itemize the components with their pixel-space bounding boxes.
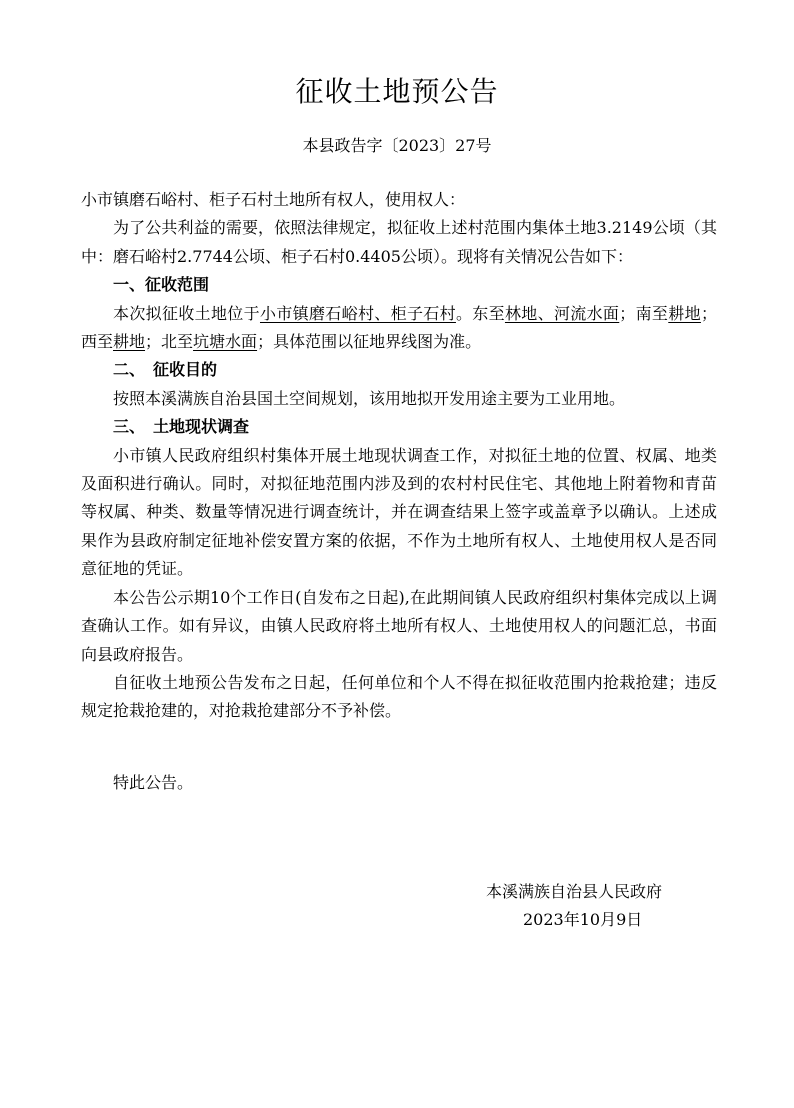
signature-block bbox=[486, 878, 662, 934]
scope-west: 耕地 bbox=[113, 332, 146, 352]
scope-text-a: 本次拟征收土地位于 bbox=[113, 303, 260, 323]
scope-location: 小市镇磨石峪村、柜子石村 bbox=[259, 303, 456, 323]
issue-date: 2023年10月9日 bbox=[523, 910, 643, 929]
section-heading-scope: 一、征收范围 bbox=[113, 275, 210, 295]
document-title: 征收土地预公告 bbox=[295, 75, 499, 108]
purpose-paragraph: 按照本溪满族自治县国土空间规划，该用地拟开发用途主要为工业用地。 bbox=[113, 388, 626, 408]
scope-text-c: ；南至 bbox=[619, 303, 669, 323]
scope-paragraph bbox=[81, 300, 717, 357]
scope-text-b: 。东至 bbox=[455, 303, 505, 323]
scope-text-f: ；具体范围以征地界线图为准。 bbox=[257, 332, 482, 352]
document-number: 本县政告字〔2023〕27号 bbox=[302, 136, 492, 155]
scope-east: 林地、河流水面 bbox=[504, 303, 620, 323]
scope-text-e: ；北至 bbox=[145, 332, 194, 352]
scope-text-d: ；西至 bbox=[81, 303, 717, 352]
scope-north: 坑塘水面 bbox=[193, 332, 258, 352]
scope-south: 耕地 bbox=[668, 303, 701, 323]
survey-paragraph: 小市镇人民政府组织村集体开展土地现状调查工作，对拟征土地的位置、权属、地类及面积进行确认。同时，对拟征地范围内涉及到的农村村民住宅、其他地上附着物和青苗等权属、种类、数量等情况进行调查统计，并在调查结果上签字或盖章予以确认。上述成果作为县政府制定征地补偿安置方案的依据，不作为土地所有权人、土地使用权人是否同意征地的凭证。 bbox=[81, 445, 717, 579]
closing-remark: 特此公告。 bbox=[113, 773, 194, 792]
notice-body bbox=[81, 186, 717, 726]
section-heading-survey: 三、 土地现状调查 bbox=[113, 417, 250, 437]
intro-paragraph: 为了公共利益的需要，依照法律规定，拟征收上述村范围内集体土地3.2149公顷（其中：磨石峪村2.7744公顷、柜子石村0.4405公顷）。现将有关情况公告如下： bbox=[81, 218, 717, 266]
section-heading-purpose: 二、 征收目的 bbox=[113, 360, 218, 380]
publicity-paragraph: 本公告公示期10个工作日(自发布之日起),在此期间镇人民政府组织村集体完成以上调查确认工作。如有异议，由镇人民政府将土地所有权人、土地使用权人的问题汇总，书面向县政府报告。 bbox=[81, 587, 717, 664]
salutation: 小市镇磨石峪村、柜子石村土地所有权人，使用权人： bbox=[81, 190, 466, 209]
prohibition-paragraph: 自征收土地预公告发布之日起，任何单位和个人不得在拟征收范围内抢栽抢建；违反规定抢栽抢建的，对抢栽抢建部分不予补偿。 bbox=[81, 672, 717, 721]
issuer-name: 本溪满族自治县人民政府 bbox=[486, 882, 663, 901]
